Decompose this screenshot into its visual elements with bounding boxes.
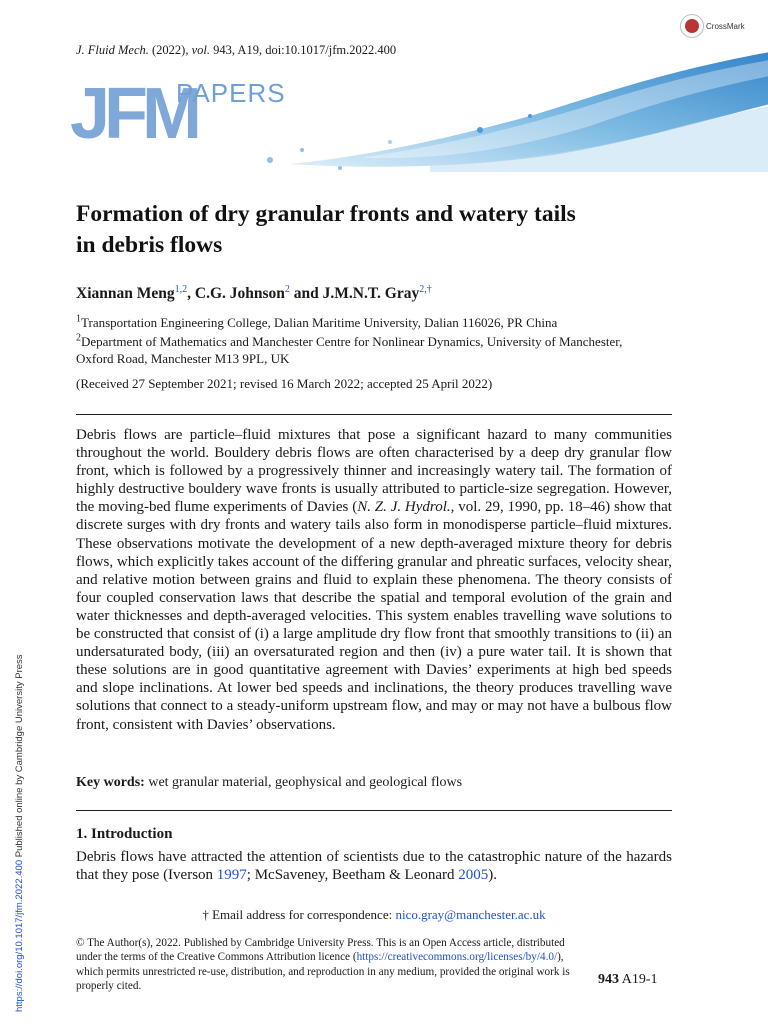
introduction-text <box>76 848 672 884</box>
abstract-text-2: , vol. 29, 1990, pp. 18–46) show that discrete surges with dry fronts and watery tails also form in monodisperse particle–fluid mixtures. These observations motivate the development of a new depth-averaged mixture theory for debris flows, which explicitly takes account of the differing granular and phreatic surfaces, velocity shear, and relative motion between grains and fluid to explain these phenomena. The theory consists of four coupled conservation laws that describe the spatial and temporal evolution of the grain and water thicknesses and depth-averaged velocities. This system enables travelling wave solutions to be constructed that consist of (i) a large amplitude dry flow front that smoothly transitions to (ii) an undersaturated body, (iii) an oversaturated region and then (iv) a pure water tail. It is shown that these solutions are in good quantitative agreement with Davies’ experiments at high bed speeds and slope inclinations. At lower bed speeds and inclinations, the theory produces travelling wave solutions that connect to a steady-uniform upstream flow, and may or may not have a bulbous flow front, consistent with Davies’ observations. <box>76 499 672 733</box>
author-gray: and J.M.N.T. Gray <box>289 285 420 302</box>
journal-doi: 943, A19, doi:10.1017/jfm.2022.400 <box>213 43 397 57</box>
copyright-text-1: © The Author(s), 2022. Published by Cambridge University Press. This is an Open Access article, distributed under the terms of the Creative Commons Attribution licence ( <box>76 937 565 964</box>
affiliation-1-number: 1 <box>76 313 81 325</box>
affiliation-2-number: 2 <box>76 332 81 344</box>
copyright-notice <box>76 936 576 993</box>
correspondence-email-link[interactable]: nico.gray@manchester.ac.uk <box>395 907 546 922</box>
license-link[interactable]: https://creativecommons.org/licenses/by/4.0/ <box>356 951 558 964</box>
crossmark-button[interactable] <box>676 12 766 42</box>
divider-bottom <box>76 810 672 811</box>
crossmark-label: CrossMark <box>706 22 745 31</box>
jfm-logo <box>70 74 286 168</box>
affiliation-2 <box>76 333 676 367</box>
copyright-text-2: ), which permits unrestricted re-use, distribution, and reproduction in any medium, provided the original work is properly cited. <box>76 951 570 992</box>
journal-year: (2022), <box>152 43 189 57</box>
citation-mcsaveney-2005[interactable]: 2005 <box>458 867 489 883</box>
keywords <box>76 775 462 791</box>
affiliation-1-text: Transportation Engineering College, Dalian Maritime University, Dalian 116026, PR China <box>81 315 558 330</box>
crossmark-icon <box>680 14 704 38</box>
published-online-sidebar <box>14 282 25 1012</box>
journal-vol-label: vol. <box>191 43 210 57</box>
author-johnson-affil[interactable]: 2 <box>284 283 290 295</box>
intro-text-1: Debris flows have attracted the attention of scientists due to the catastrophic nature of the hazards that they pose (Iverson <box>76 849 672 883</box>
abstract-journal-ref: N. Z. J. Hydrol. <box>357 499 451 516</box>
title-line-1: Formation of dry granular fronts and watery tails <box>76 201 576 227</box>
jfm-letters: JFM <box>70 74 196 154</box>
keywords-text: wet granular material, geophysical and geological flows <box>144 775 463 790</box>
correspondence-footnote <box>76 907 672 923</box>
citation-iverson-1997[interactable]: 1997 <box>216 867 247 883</box>
journal-abbrev: J. Fluid Mech. <box>76 43 149 57</box>
water-splash-image <box>230 46 768 172</box>
affiliation-2-line-1: Department of Mathematics and Manchester Centre for Nonlinear Dynamics, University of Manchester, <box>81 334 623 349</box>
author-meng: Xiannan Meng <box>76 285 175 302</box>
abstract <box>76 426 672 734</box>
page-volume: 943 <box>598 972 619 987</box>
affiliation-1 <box>76 314 676 331</box>
abstract-text-1: Debris flows are particle–fluid mixtures that pose a significant hazard to many communities throughout the world. Bouldery debris flows are often characterised by a deep dry granular flow front, which is followed by a progressively thinner and increasingly watery tail. The formation of highly destructive bouldery wave fronts is usually attributed to particle-size segregation. However, the moving-bed flume experiments of Davies ( <box>76 427 672 516</box>
author-johnson: , C.G. Johnson <box>187 285 285 302</box>
page-number <box>598 972 658 988</box>
intro-text-3: ). <box>488 867 498 883</box>
title-line-2: in debris flows <box>76 232 223 258</box>
article-title <box>76 199 696 261</box>
doi-link[interactable]: https://doi.org/10.1017/jfm.2022.400 <box>14 859 25 1012</box>
received-dates: (Received 27 September 2021; revised 16 March 2022; accepted 25 April 2022) <box>76 376 493 391</box>
author-list <box>76 285 432 303</box>
correspondence-label: † Email address for correspondence: <box>202 907 396 922</box>
section-heading-introduction: 1. Introduction <box>76 826 173 842</box>
author-meng-affil[interactable]: 1,2 <box>174 283 188 295</box>
published-online-text: Published online by Cambridge University Press <box>14 654 25 860</box>
page-article-number: A19-1 <box>621 972 658 987</box>
divider-top <box>76 414 672 415</box>
keywords-label: Key words: <box>76 775 145 790</box>
affiliation-2-line-2: Oxford Road, Manchester M13 9PL, UK <box>76 351 290 366</box>
papers-label: PAPERS <box>176 78 286 108</box>
author-gray-affil[interactable]: 2,† <box>419 283 432 295</box>
intro-text-2: ; McSaveney, Beetham & Leonard <box>246 867 459 883</box>
